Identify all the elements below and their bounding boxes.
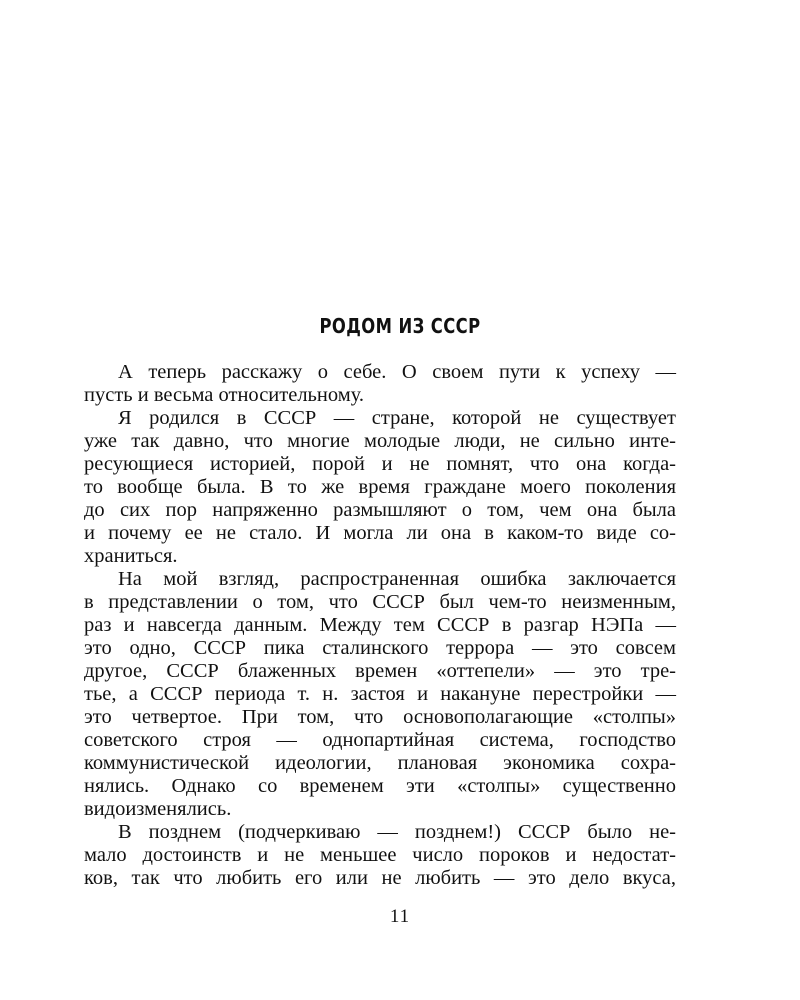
page-number: 11 (389, 906, 411, 927)
text-line: это одно, СССР пика сталинского террора — это совсем (84, 637, 676, 659)
text-line: тье, а СССР периода т. н. застоя и накануне перестройки — (84, 683, 676, 705)
text-line: это четвертое. При том, что основополагающие «столпы» (84, 706, 676, 728)
text-line: На мой взгляд, распространенная ошибка заключается (118, 568, 676, 590)
text-line: в представлении о том, что СССР был чем-то неизменным, (84, 591, 676, 613)
text-line: коммунистической идеологии, плановая экономика сохра- (84, 752, 676, 774)
text-line: до сих пор напряженно размышляют о том, чем она была (84, 499, 676, 521)
text-line: раз и навсегда данным. Между тем СССР в разгар НЭПа — (84, 614, 676, 636)
text-line: Я родился в СССР — стране, которой не существует (118, 407, 676, 429)
text-line: то вообще была. В то же время граждане моего поколения (84, 476, 676, 498)
body-text (84, 361, 676, 890)
chapter-title: РОДОМ ИЗ СССР (319, 314, 481, 338)
text-line: уже так давно, что многие молодые люди, не сильно инте- (84, 430, 676, 452)
text-line: ков, так что любить его или не любить — это дело вкуса, (84, 867, 676, 889)
text-line: пусть и весьма относительному. (84, 384, 365, 406)
text-line: мало достоинств и не меньшее число пороков и недостат- (84, 844, 676, 866)
text-line: нялись. Однако со временем эти «столпы» существенно (84, 775, 676, 797)
text-line: советского строя — однопартийная система, господство (84, 729, 676, 751)
text-line: храниться. (84, 545, 178, 567)
text-line: В позднем (подчеркиваю — позднем!) СССР было не- (118, 821, 676, 843)
text-line: видоизменялись. (84, 798, 232, 820)
text-line: другое, СССР блаженных времен «оттепели» — это тре- (84, 660, 676, 682)
text-line: ресующиеся историей, порой и не помнят, что она когда- (84, 453, 676, 475)
text-line: и почему ее не стало. И могла ли она в каком-то виде со- (84, 522, 676, 544)
text-line: А теперь расскажу о себе. О своем пути к успеху — (118, 361, 676, 383)
